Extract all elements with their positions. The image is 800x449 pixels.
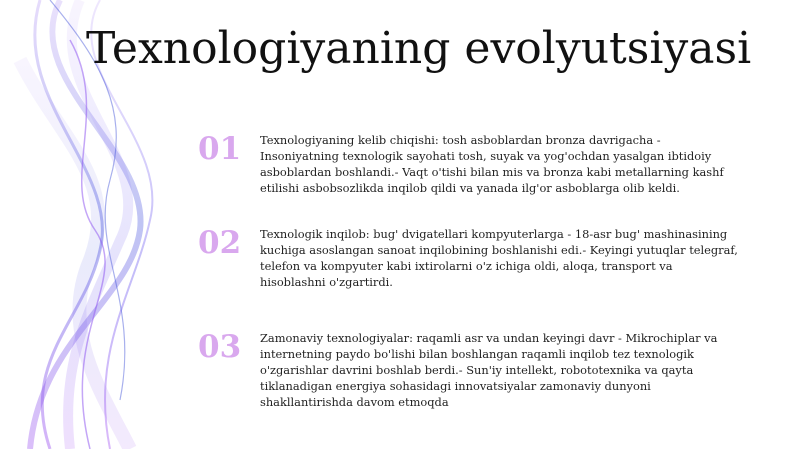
slide-title: Texnologiyaning evolyutsiyasi (86, 23, 752, 74)
item-text: Texnologiyaning kelib chiqishi: tosh asboblardan bronza davrigacha - Insoniyatning texnologik sayohati tosh, suyak va yog'ochdan yasalgan ibtidoiy asboblardan boshlandi.- Vaqt o'tishi bilan mis va bronza kabi metallarning kashf etilishi asbobsozlikda inqilob qildi va yanada ilg'or asboblarga olib keldi. (260, 133, 724, 195)
item-number: 01 (198, 131, 242, 167)
item-text: Texnologik inqilob: bug' dvigatellari kompyuterlarga - 18-asr bug' mashinasining kuchiga asoslangan sanoat inqilobining boshlanishi edi.- Keyingi yutuqlar telegraf, telefon va kompyuter kabi ixtirolarni o'z ichiga oldi, aloqa, transport va hisoblashni o'zgartirdi. (260, 227, 738, 289)
item-number: 02 (198, 225, 242, 261)
item-text: Zamonaviy texnologiyalar: raqamli asr va undan keyingi davr - Mikrochiplar va internetning paydo bo'lishi bilan boshlangan raqamli inqilob tez texnologik o'zgarishlar davrini boshlab berdi.- Sun'iy intellekt, robototexnika va qayta tiklanadigan energiya sohasidagi innovatsiyalar zamonaviy dunyoni shakllantirishda davom etmoqda (260, 331, 718, 409)
item-number: 03 (198, 329, 242, 365)
